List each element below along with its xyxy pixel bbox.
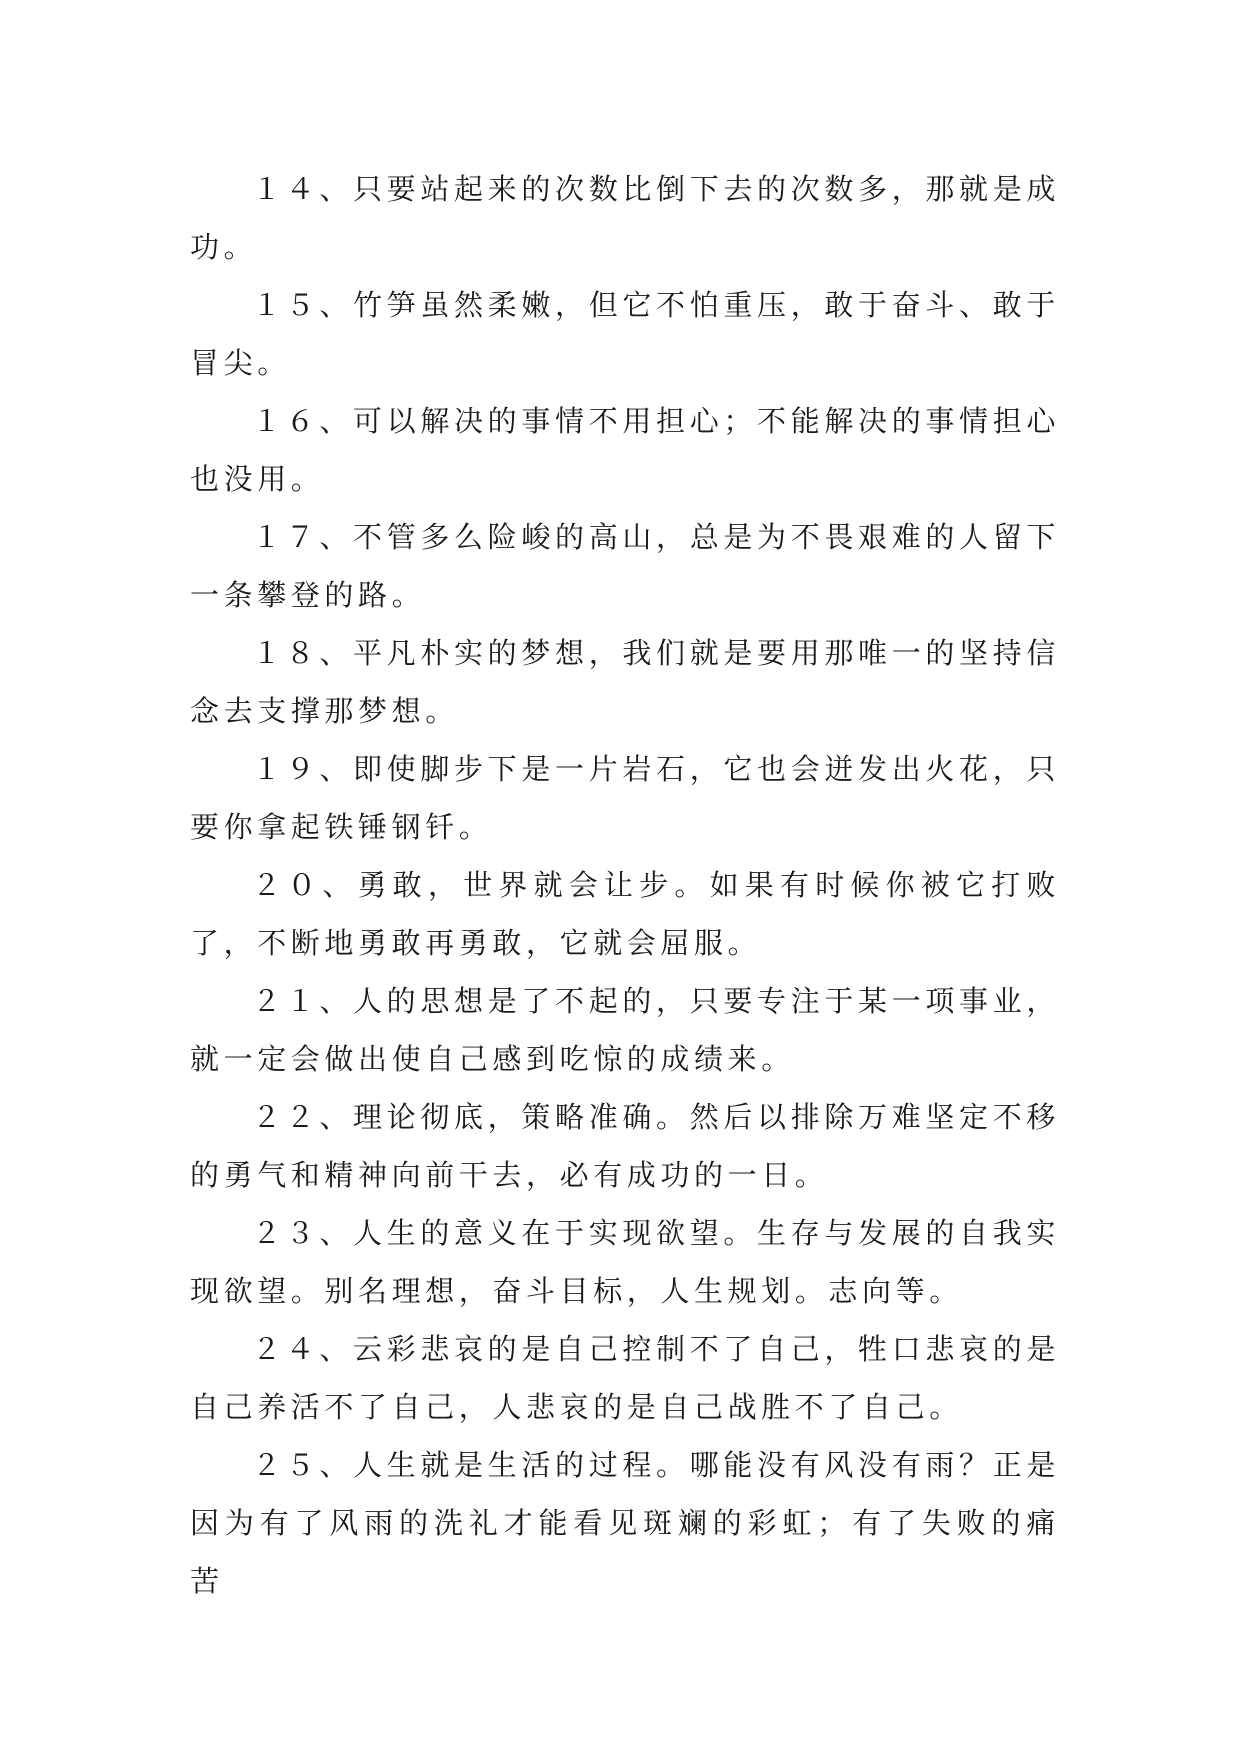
quote-paragraph-17: １７、不管多么险峻的高山，总是为不畏艰难的人留下一条攀登的路。 bbox=[190, 520, 1060, 612]
quote-paragraph-16: １６、可以解决的事情不用担心；不能解决的事情担心也没用。 bbox=[190, 404, 1060, 496]
document-body bbox=[190, 160, 1060, 1610]
quote-paragraph-25: ２５、人生就是生活的过程。哪能没有风没有雨？正是因为有了风雨的洗礼才能看见斑斓的彩虹；有了失败的痛苦 bbox=[190, 1448, 1060, 1598]
quote-paragraph-23: ２３、人生的意义在于实现欲望。生存与发展的自我实现欲望。别名理想，奋斗目标，人生规划。志向等。 bbox=[190, 1216, 1060, 1308]
quote-paragraph-18: １８、平凡朴实的梦想，我们就是要用那唯一的坚持信念去支撑那梦想。 bbox=[190, 636, 1060, 728]
quote-paragraph-15: １５、竹笋虽然柔嫩，但它不怕重压，敢于奋斗、敢于冒尖。 bbox=[190, 288, 1060, 380]
quote-paragraph-19: １９、即使脚步下是一片岩石，它也会迸发出火花，只要你拿起铁锤钢钎。 bbox=[190, 752, 1060, 844]
quote-paragraph-21: ２１、人的思想是了不起的，只要专注于某一项事业，就一定会做出使自己感到吃惊的成绩来。 bbox=[190, 984, 1060, 1076]
quote-paragraph-14: １４、只要站起来的次数比倒下去的次数多，那就是成功。 bbox=[190, 172, 1060, 264]
quote-paragraph-24: ２４、云彩悲哀的是自己控制不了自己，牲口悲哀的是自己养活不了自己，人悲哀的是自己战胜不了自己。 bbox=[190, 1332, 1060, 1424]
quote-paragraph-20: ２０、勇敢，世界就会让步。如果有时候你被它打败了，不断地勇敢再勇敢，它就会屈服。 bbox=[190, 868, 1060, 960]
quote-paragraph-22: ２２、理论彻底，策略准确。然后以排除万难坚定不移的勇气和精神向前干去，必有成功的一日。 bbox=[190, 1100, 1060, 1192]
